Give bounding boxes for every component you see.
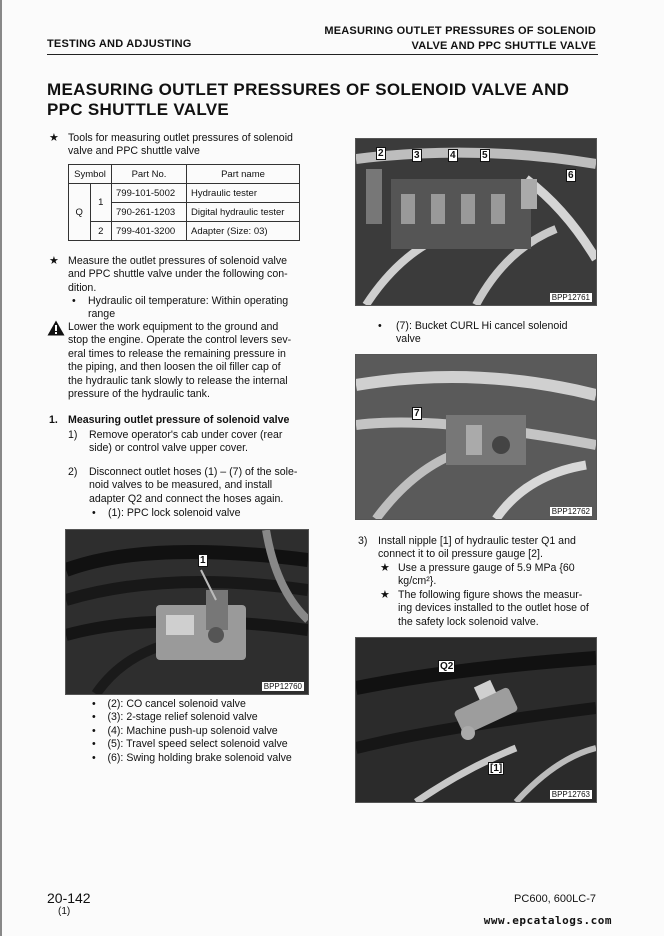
table-cell-partname: Digital hydraulic tester xyxy=(187,203,300,222)
condition-bullet-line2: range xyxy=(88,308,116,321)
page-title xyxy=(47,80,607,120)
page-title-line2: PPC SHUTTLE VALVE xyxy=(47,100,230,119)
warning-text xyxy=(68,321,308,401)
step3-star2 xyxy=(398,589,598,629)
warning-line1: Lower the work equipment to the ground and xyxy=(68,321,279,333)
star-icon: ★ xyxy=(49,255,59,267)
callout-label: 7 xyxy=(414,408,420,419)
step1-num: 1) xyxy=(68,429,78,441)
photo-solenoid-valves xyxy=(355,138,597,306)
callout-label: 5 xyxy=(482,150,488,161)
step3-num: 3) xyxy=(358,535,368,547)
condition-bullet xyxy=(88,295,308,322)
warning-line6: pressure of the hydraulic tank. xyxy=(68,388,210,401)
condition-text xyxy=(68,255,308,295)
table-cell-partno: 799-101-5002 xyxy=(112,184,187,203)
table-row xyxy=(69,184,300,203)
warning-icon xyxy=(47,320,65,336)
step3-text xyxy=(378,535,598,562)
star-icon: ★ xyxy=(380,562,390,574)
photo-ppc-lock-valve xyxy=(65,529,309,695)
step3-star1-line2: kg/cm²}. xyxy=(398,575,437,588)
step2-num: 2) xyxy=(68,466,78,478)
condition-line3: dition. xyxy=(68,281,97,294)
star-icon: ★ xyxy=(380,589,390,601)
tools-intro-line1: Tools for measuring outlet pressures of solenoid xyxy=(68,132,293,144)
condition-line2: and PPC shuttle valve under the following con- xyxy=(68,268,288,281)
list-item: • (6): Swing holding brake solenoid valve xyxy=(92,751,292,764)
photo-measuring-devices xyxy=(355,637,597,803)
tools-intro-line2: valve and PPC shuttle valve xyxy=(68,145,200,158)
warning-line2: stop the engine. Operate the control levers sev- xyxy=(68,334,292,347)
figure-code: BPP12760 xyxy=(263,682,302,691)
step2-line2: noid valves to be measured, and install xyxy=(89,479,273,492)
figure-code: BPP12763 xyxy=(551,790,590,799)
header-rule xyxy=(47,54,598,55)
right-bullet-line1: (7): Bucket CURL Hi cancel solenoid xyxy=(396,320,568,332)
figure-code: BPP12762 xyxy=(551,507,590,516)
callout-label: Q2 xyxy=(440,661,454,672)
list-item: • (3): 2-stage relief solenoid valve xyxy=(92,711,258,724)
table-header-partname: Part name xyxy=(187,165,300,184)
step1-line1: Remove operator's cab under cover (rear xyxy=(89,429,283,441)
step2-text xyxy=(89,466,309,506)
step2-bullet: (1): PPC lock solenoid valve xyxy=(108,507,241,519)
list-item: • (4): Machine push-up solenoid valve xyxy=(92,724,278,737)
step3-star1 xyxy=(398,562,598,589)
right-bullet xyxy=(396,320,596,347)
table-cell-no: 1 xyxy=(90,184,112,222)
star-icon: ★ xyxy=(49,132,59,144)
table-header-row xyxy=(69,165,300,184)
right-bullet-line2: valve xyxy=(396,333,421,346)
photo-illustration xyxy=(356,139,596,305)
photo-illustration xyxy=(66,530,308,694)
condition-line1: Measure the outlet pressures of solenoid valve xyxy=(68,255,288,267)
running-title-line2: VALVE AND PPC SHUTTLE VALVE xyxy=(411,40,596,52)
callout-label: 1 xyxy=(200,555,206,566)
condition-bullet-line1: Hydraulic oil temperature: Within operating xyxy=(88,295,289,307)
step2-line3: adapter Q2 and connect the hoses again. xyxy=(89,492,284,505)
callout-label: [1] xyxy=(490,763,503,774)
table-row xyxy=(69,222,300,241)
watermark-url[interactable]: www.epcatalogs.com xyxy=(483,914,612,927)
bullet-dot: • xyxy=(72,295,76,307)
step2-line1: Disconnect outlet hoses (1) – (7) of the sole- xyxy=(89,466,298,478)
step3-star1-line1: Use a pressure gauge of 5.9 MPa {60 xyxy=(398,562,575,574)
table-header-symbol: Symbol xyxy=(69,165,112,184)
step3-line2: connect it to oil pressure gauge [2]. xyxy=(378,548,543,561)
page-title-line1: MEASURING OUTLET PRESSURES OF SOLENOID VALVE AND xyxy=(47,80,570,99)
photo-bucket-curl-valve xyxy=(355,354,597,520)
running-title-line1: MEASURING OUTLET PRESSURES OF SOLENOID xyxy=(324,25,596,37)
warning-line5: the hydraulic tank slowly to release the internal xyxy=(68,374,288,387)
step1-line2: side) or control valve upper cover. xyxy=(89,442,248,455)
table-cell-partname: Hydraulic tester xyxy=(187,184,300,203)
list-item: • (2): CO cancel solenoid valve xyxy=(92,698,246,710)
tools-table xyxy=(68,164,300,241)
bullet-dot: • xyxy=(378,320,382,332)
table-cell-partno: 790-261-1203 xyxy=(112,203,187,222)
callout-label: 4 xyxy=(450,150,456,161)
warning-line3: eral times to release the remaining pressure in xyxy=(68,347,286,360)
step3-line1: Install nipple [1] of hydraulic tester Q1 and xyxy=(378,535,576,547)
running-title xyxy=(324,24,596,54)
table-cell-partname: Adapter (Size: 03) xyxy=(187,222,300,241)
section-header: TESTING AND ADJUSTING xyxy=(47,38,192,50)
step3-star2-line2: ing devices installed to the outlet hose of xyxy=(398,602,589,615)
callout-label: 3 xyxy=(414,150,420,161)
table-cell-symbol: Q xyxy=(69,184,91,241)
table-cell-partno: 799-401-3200 xyxy=(112,222,187,241)
step1-text xyxy=(89,429,309,456)
page-edge-mark xyxy=(0,0,2,936)
warning-line4: the piping, and then loosen the oil filler cap of xyxy=(68,361,281,374)
section1-num: 1. xyxy=(49,414,58,426)
bullet-dot: • xyxy=(92,507,96,519)
callout-label: 2 xyxy=(378,148,384,159)
step3-star2-line3: the safety lock solenoid valve. xyxy=(398,615,539,628)
photo-illustration xyxy=(356,355,596,519)
callout-label: 6 xyxy=(568,170,574,181)
figure-code: BPP12761 xyxy=(551,293,590,302)
page-number: 20-142 xyxy=(47,890,91,906)
table-header-partno: Part No. xyxy=(112,165,187,184)
bullet-list xyxy=(92,698,292,765)
section1-heading: Measuring outlet pressure of solenoid valve xyxy=(68,414,290,426)
photo-illustration xyxy=(356,638,596,802)
step3-star2-line1: The following figure shows the measur- xyxy=(398,589,583,601)
model-name: PC600, 600LC-7 xyxy=(514,893,596,905)
list-item: • (5): Travel speed select solenoid valve xyxy=(92,738,288,751)
page-revision: (1) xyxy=(58,906,71,917)
tools-intro xyxy=(68,132,293,159)
table-cell-no: 2 xyxy=(90,222,112,241)
